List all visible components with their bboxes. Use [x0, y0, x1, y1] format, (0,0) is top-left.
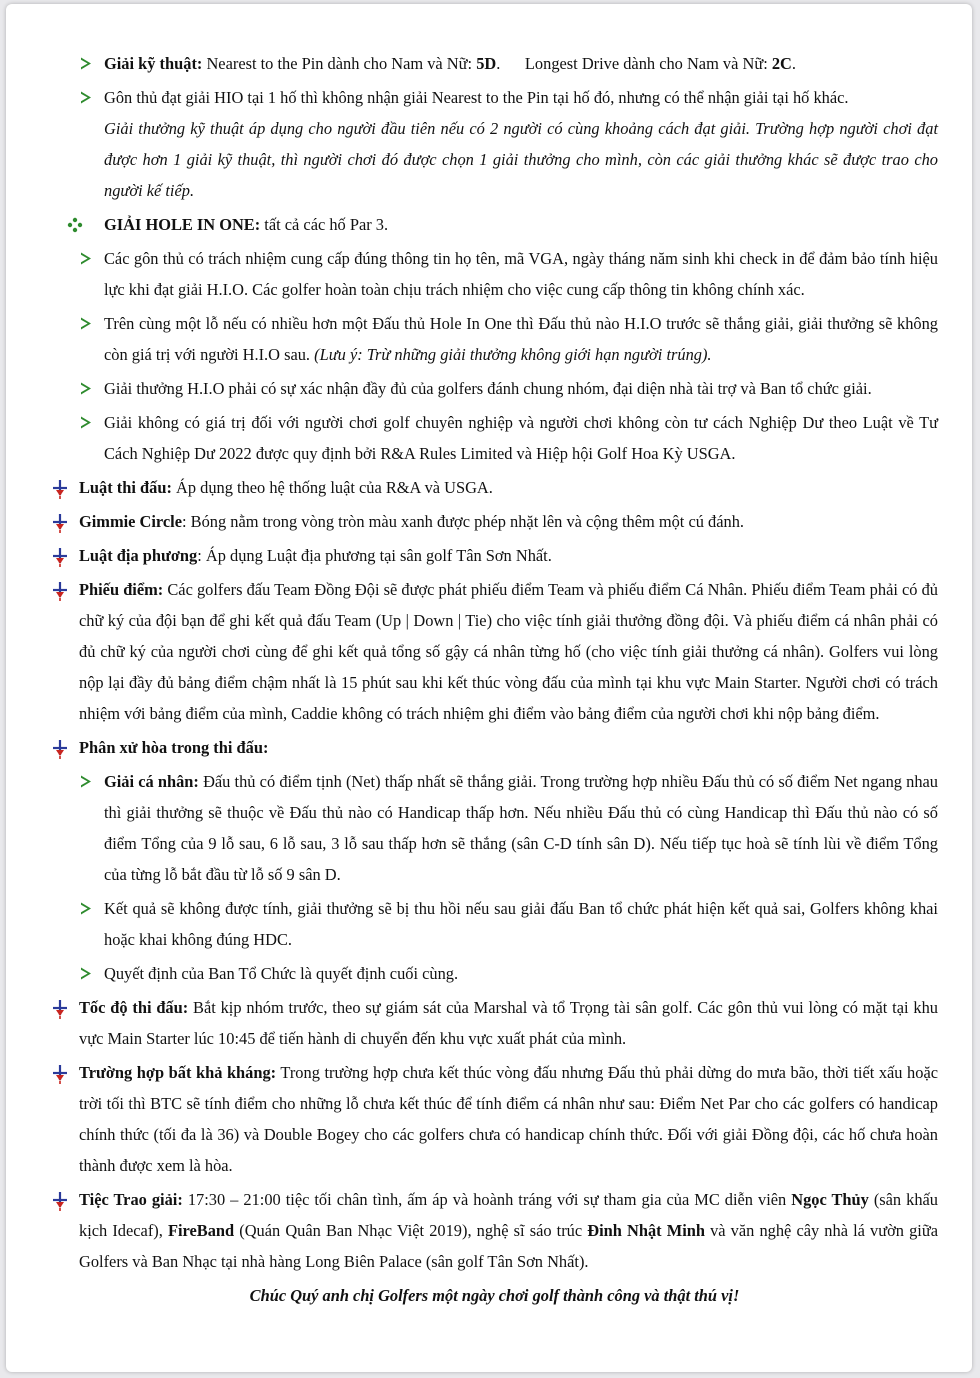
arrow-right-icon — [78, 243, 94, 274]
list-item-hio-1 — [51, 243, 938, 305]
hole-value: 2C — [771, 54, 792, 73]
item-label: Tiệc Trao giải: — [79, 1190, 183, 1209]
item-text: Trong trường hợp chưa kết thúc vòng đấu nhưng Đấu thủ phải dừng do mưa bão, thời tiết xấu hoặc trời tối thì BTC sẽ tính điểm cho những lỗ chưa kết thúc để tính điểm cá nhân như sau: Điểm Net Par cho các golfers có handicap chính thức (tối đa là 36) và Double Bogey cho các golfers chưa có handicap chính thức. Đối với giải Đồng đội, các hố chưa hoàn thành được xem là hòa. — [79, 1063, 938, 1175]
push-pin-icon — [51, 472, 69, 503]
push-pin-icon — [51, 506, 69, 537]
item-label: Luật địa phương — [79, 546, 198, 565]
item-label: Trường hợp bất khả kháng: — [79, 1063, 277, 1082]
item-label: Phân xử hòa trong thi đấu: — [79, 738, 269, 757]
item-label: Phiếu điểm: — [79, 580, 164, 599]
item-text: Các golfers đấu Team Đồng Đội sẽ được phát phiếu điểm Team và phiếu điểm Cá Nhân. Phiếu điểm Team phải có đủ chữ ký của đội bạn để ghi kết quả đấu Team (Up | Down | Tie) cho việc tính giải thưởng đồng đội. Và phiếu điểm cá nhân phải có đủ chữ ký của người chơi cùng để ghi kết quả tổng số gậy cá nhân từng hố (cho việc tính giải thưởng cá nhân). Golfers vui lòng nộp lại đầy đủ bảng điểm chậm nhất là 15 phút sau khi kết thúc vòng đấu của mình tại khu vực Main Starter. Người chơi có trách nhiệm với bảng điểm của mình, Caddie không có trách nhiệm ghi điểm vào bảng điểm của người chơi khi nộp bảng điểm. — [79, 580, 938, 723]
item-text: Trên cùng một lỗ nếu có nhiều hơn một Đấu thủ Hole In One thì Đấu thủ nào H.I.O trước sẽ thắng giải, giải thưởng sẽ không còn giá trị với người H.I.O sau. — [104, 314, 938, 364]
item-text: và văn nghệ cây nhà lá vườn giữa Golfers và Ban Nhạc tại nhà hàng Long Biên Palace (sân golf Tân Sơn Nhất). — [79, 1221, 938, 1271]
list-item-tie-1 — [51, 766, 938, 890]
item-text: Áp dụng theo hệ thống luật của R&A và USGA. — [171, 478, 493, 497]
technical-rule-note: Giải thưởng kỹ thuật áp dụng cho người đầu tiên nếu có 2 người có cùng khoảng cách đạt giải. Trường hợp người chơi đạt được hơn 1 giải kỹ thuật, thì người chơi đó được chọn 1 giải thưởng cho mình, còn các giải thưởng khác sẽ được trao cho người kế tiếp. — [104, 119, 938, 200]
push-pin-icon — [51, 732, 69, 763]
list-item-rules — [51, 472, 938, 503]
item-label: Giải cá nhân: — [104, 772, 199, 791]
item-text: Nearest to the Pin dành cho Nam và Nữ: — [202, 54, 477, 73]
document-page — [6, 4, 972, 1372]
arrow-right-icon — [78, 958, 94, 989]
item-text: Quyết định của Ban Tổ Chức là quyết định cuối cùng. — [104, 964, 459, 983]
item-text: (Quán Quân Ban Nhạc Việt 2019), nghệ sĩ sáo trúc — [234, 1221, 588, 1240]
item-text: Các gôn thủ có trách nhiệm cung cấp đúng thông tin họ tên, mã VGA, ngày tháng năm sinh khi check in để đảm bảo tính hiệu lực khi đạt giải H.I.O. Các golfer hoàn toàn chịu trách nhiệm cho việc cung cấp thông tin không chính xác. — [104, 249, 938, 299]
arrow-right-icon — [78, 893, 94, 924]
list-item-hole-in-one — [51, 209, 938, 240]
arrow-right-icon — [78, 308, 94, 339]
list-item-tie — [51, 732, 938, 763]
arrow-right-icon — [78, 766, 94, 797]
list-item-hio-note — [51, 82, 938, 113]
item-text: : Bóng nằm trong vòng tròn màu xanh được phép nhặt lên và cộng thêm một cú đánh. — [182, 512, 744, 531]
list-item-award-party — [51, 1184, 938, 1277]
item-label: Luật thi đấu: — [79, 478, 172, 497]
item-label: Giải kỹ thuật: — [104, 54, 203, 73]
item-label: Tốc độ thi đấu: — [79, 998, 189, 1017]
list-item-tie-2 — [51, 893, 938, 955]
item-text: tất cả các hố Par 3. — [260, 215, 389, 234]
artist-name: Đinh Nhật Minh — [587, 1221, 705, 1240]
list-item-force-majeure — [51, 1057, 938, 1181]
list-item-tie-3 — [51, 958, 938, 989]
push-pin-icon — [51, 1057, 69, 1088]
item-text: . — [791, 54, 797, 73]
arrow-right-icon — [78, 373, 94, 404]
item-label: GIẢI HOLE IN ONE: — [104, 215, 261, 234]
list-item-gimmie — [51, 506, 938, 537]
item-note: (Lưu ý: Trừ những giải thưởng không giới hạn người trúng). — [314, 345, 712, 364]
list-item-technical-award — [51, 48, 938, 79]
list-item-local-rules — [51, 540, 938, 571]
diamond-icon — [67, 209, 83, 240]
item-text: Gôn thủ đạt giải HIO tại 1 hố thì không nhận giải Nearest to the Pin tại hố đó, nhưng có thể nhận giải tại hố khác. — [104, 88, 849, 107]
item-text: Giải thưởng H.I.O phải có sự xác nhận đầy đủ của golfers đánh chung nhóm, đại diện nhà tài trợ và Ban tổ chức giải. — [104, 379, 872, 398]
mc-name: Ngọc Thủy — [791, 1190, 869, 1209]
closing-message: Chúc Quý anh chị Golfers một ngày chơi golf thành công và thật thú vị! — [249, 1286, 740, 1305]
item-text: (sân khấu kịch Idecaf), — [79, 1190, 938, 1240]
item-text: Giải không có giá trị đối với người chơi golf chuyên nghiệp và người chơi không còn tư cách Nghiệp Dư theo Luật về Tư Cách Nghiệp Dư 2022 được quy định bởi R&A Rules Limited và Hiệp hội Golf Hoa Kỳ USGA. — [104, 413, 938, 463]
list-item-hio-4 — [51, 407, 938, 469]
arrow-right-icon — [78, 48, 94, 79]
item-text: . Longest Drive dành cho Nam và Nữ: — [496, 54, 772, 73]
hole-value: 5D — [476, 54, 497, 73]
item-text: Bắt kịp nhóm trước, theo sự giám sát của Marshal và tổ Trọng tài sân golf. Các gôn thủ vui lòng có mặt tại khu vực Main Starter lúc 10:45 để tiến hành di chuyển đến khu vực xuất phát của mình. — [79, 998, 938, 1048]
push-pin-icon — [51, 574, 69, 605]
item-text: Kết quả sẽ không được tính, giải thưởng sẽ bị thu hồi nếu sau giải đấu Ban tổ chức phát hiện kết quả sai, Golfers không khai hoặc khai không đúng HDC. — [104, 899, 938, 949]
push-pin-icon — [51, 540, 69, 571]
item-text: Đấu thủ có điểm tịnh (Net) thấp nhất sẽ thắng giải. Trong trường hợp nhiều Đấu thủ có số điểm Net ngang nhau thì giải thưởng sẽ thuộc về Đấu thủ nào có Handicap thấp hơn. Nếu nhiều Đấu thủ có cùng Handicap thì Đấu thủ nào có số điểm Tổng của 9 lỗ sau, 6 lỗ sau, 3 lỗ sau thấp hơn sẽ thắng (sân C-D tính sân D). Nếu tiếp tục hoà sẽ tính lùi về điểm Tổng của từng lỗ bắt đầu từ lỗ số 9 sân D. — [104, 772, 938, 884]
list-item-hio-3 — [51, 373, 938, 404]
item-label: Gimmie Circle — [79, 512, 183, 531]
list-item-pace — [51, 992, 938, 1054]
arrow-right-icon — [78, 82, 94, 113]
list-item-scorecard — [51, 574, 938, 729]
list-item-hio-2 — [51, 308, 938, 370]
push-pin-icon — [51, 992, 69, 1023]
push-pin-icon — [51, 1184, 69, 1215]
band-name: FireBand — [167, 1221, 235, 1240]
item-text: : Áp dụng Luật địa phương tại sân golf Tân Sơn Nhất. — [197, 546, 552, 565]
item-text: 17:30 – 21:00 tiệc tối chân tình, ấm áp và hoành tráng với sự tham gia của MC diễn viên — [182, 1190, 792, 1209]
arrow-right-icon — [78, 407, 94, 438]
